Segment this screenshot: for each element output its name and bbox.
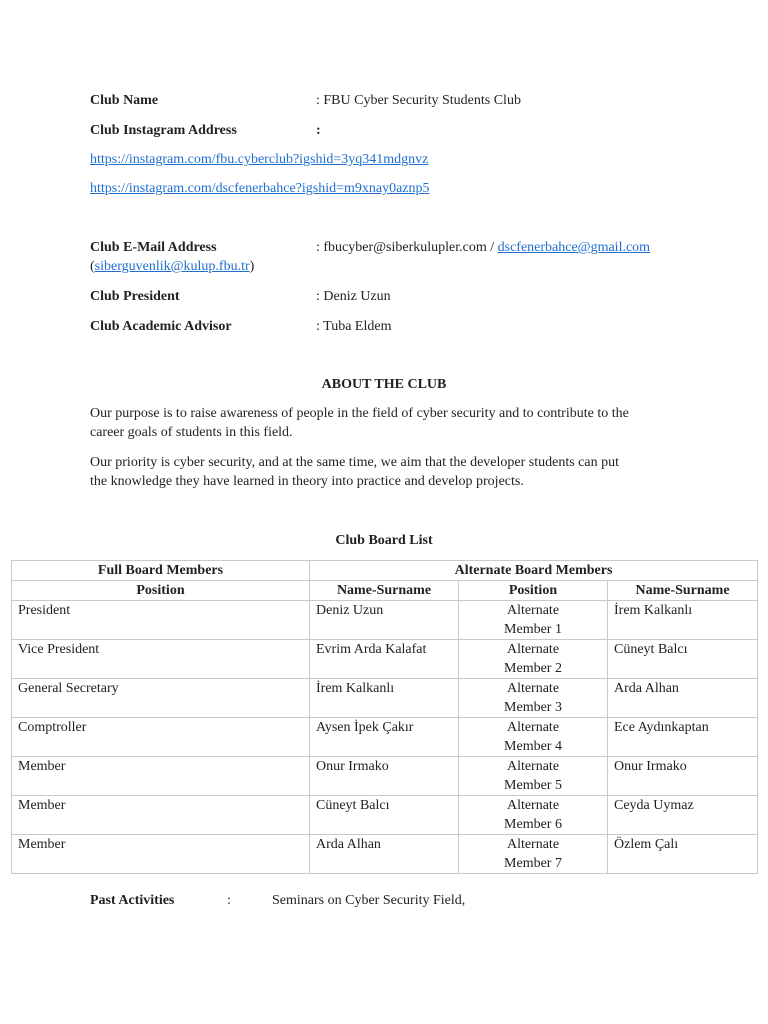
alternate-name: Özlem Çalı <box>608 835 758 874</box>
alternate-name: Arda Alhan <box>608 679 758 718</box>
past-activities-value: Seminars on Cyber Security Field, <box>272 893 466 908</box>
board-name: Evrim Arda Kalafat <box>310 640 459 679</box>
board-position: Member <box>12 796 310 835</box>
about-paragraph-2 <box>90 453 690 491</box>
alternate-board-members-header: Alternate Board Members <box>310 561 758 581</box>
instagram-link-dscfenerbahce[interactable]: https://instagram.com/dscfenerbahce?igshid=m9xnay0aznp5 <box>90 181 430 196</box>
club-president-label: Club President <box>90 289 180 304</box>
club-instagram-label: Club Instagram Address <box>90 123 237 138</box>
table-row <box>12 796 758 835</box>
alternate-position <box>459 601 608 640</box>
email-paren-close: ) <box>249 259 255 274</box>
table-row <box>12 601 758 640</box>
board-position: President <box>12 601 310 640</box>
table-row <box>12 835 758 874</box>
board-name: Onur Irmako <box>310 757 459 796</box>
about-paragraph-2-line-2: the knowledge they have learned in theory into practice and develop projects. <box>90 474 524 489</box>
alternate-name: Onur Irmako <box>608 757 758 796</box>
board-name: Deniz Uzun <box>310 601 459 640</box>
alternate-position <box>459 718 608 757</box>
alternate-position <box>459 835 608 874</box>
club-advisor-value: : Tuba Eldem <box>316 319 392 334</box>
alternate-position-line-1: Alternate <box>506 798 560 813</box>
alternate-position-line-1: Alternate <box>506 759 560 774</box>
about-paragraph-1 <box>90 404 690 442</box>
alternate-position-line-1: Alternate <box>506 642 560 657</box>
alternate-position-line-1: Alternate <box>506 681 560 696</box>
club-email-value <box>316 238 650 257</box>
alternate-position <box>459 640 608 679</box>
club-email-primary: : fbucyber@siberkulupler.com / <box>316 240 498 255</box>
alternate-position-line-2: Member 6 <box>504 817 562 832</box>
alternate-position-line-2: Member 5 <box>504 778 562 793</box>
table-row <box>12 757 758 796</box>
alternate-position-line-1: Alternate <box>506 603 560 618</box>
board-name: Aysen İpek Çakır <box>310 718 459 757</box>
table-row <box>12 640 758 679</box>
alternate-name: Cüneyt Balcı <box>608 640 758 679</box>
board-name: Cüneyt Balcı <box>310 796 459 835</box>
alternate-position <box>459 796 608 835</box>
alternate-position-line-2: Member 1 <box>504 622 562 637</box>
about-paragraph-1-line-2: career goals of students in this field. <box>90 425 293 440</box>
full-board-members-header: Full Board Members <box>12 561 310 581</box>
club-name-label: Club Name <box>90 93 159 108</box>
club-email-label: Club E-Mail Address <box>90 240 217 255</box>
column-header-alt-name-surname: Name-Surname <box>608 581 758 601</box>
board-list-title: Club Board List <box>335 533 433 548</box>
club-instagram-colon: : <box>316 123 321 138</box>
alternate-position <box>459 679 608 718</box>
column-header-alt-position: Position <box>459 581 608 601</box>
board-position: Vice President <box>12 640 310 679</box>
alternate-position-line-2: Member 2 <box>504 661 562 676</box>
board-name: Arda Alhan <box>310 835 459 874</box>
alternate-position-line-2: Member 7 <box>504 856 562 871</box>
table-row <box>12 679 758 718</box>
board-position: General Secretary <box>12 679 310 718</box>
alternate-name: Ece Aydınkaptan <box>608 718 758 757</box>
board-position: Comptroller <box>12 718 310 757</box>
column-header-name-surname: Name-Surname <box>310 581 459 601</box>
past-activities-colon: : <box>227 893 231 908</box>
club-president-value: : Deniz Uzun <box>316 289 391 304</box>
alternate-position-line-2: Member 4 <box>504 739 562 754</box>
about-paragraph-2-line-1: Our priority is cyber security, and at the same time, we aim that the developer students can put <box>90 455 619 470</box>
board-table <box>11 560 758 874</box>
alternate-position <box>459 757 608 796</box>
about-paragraph-1-line-1: Our purpose is to raise awareness of people in the field of cyber security and to contribute to the <box>90 406 629 421</box>
club-email-secondary <box>90 257 254 276</box>
instagram-link-fbu-cyberclub[interactable]: https://instagram.com/fbu.cyberclub?igshid=3yq341mdgnvz <box>90 152 429 167</box>
about-heading: ABOUT THE CLUB <box>321 377 447 392</box>
club-advisor-label: Club Academic Advisor <box>90 319 232 334</box>
email-link-siberguvenlik[interactable]: siberguvenlik@kulup.fbu.tr <box>94 259 250 274</box>
alternate-position-line-1: Alternate <box>506 720 560 735</box>
table-row <box>12 718 758 757</box>
alternate-name: Ceyda Uymaz <box>608 796 758 835</box>
alternate-name: İrem Kalkanlı <box>608 601 758 640</box>
board-position: Member <box>12 835 310 874</box>
board-column-header-row <box>12 581 758 601</box>
email-link-dscfenerbahce[interactable]: dscfenerbahce@gmail.com <box>497 240 651 255</box>
alternate-position-line-2: Member 3 <box>504 700 562 715</box>
board-group-header-row <box>12 561 758 581</box>
email-paren-open: ( <box>90 259 95 274</box>
past-activities-label: Past Activities <box>90 893 175 908</box>
board-name: İrem Kalkanlı <box>310 679 459 718</box>
club-name-value: : FBU Cyber Security Students Club <box>316 93 521 108</box>
alternate-position-line-1: Alternate <box>506 837 560 852</box>
board-position: Member <box>12 757 310 796</box>
column-header-position: Position <box>12 581 310 601</box>
